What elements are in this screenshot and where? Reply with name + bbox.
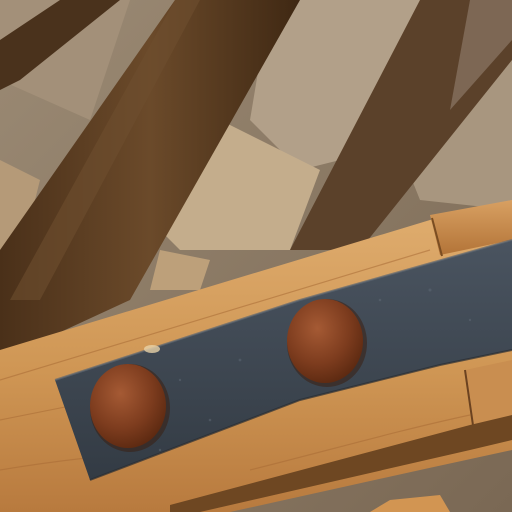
rivet-left [90, 364, 170, 452]
rivet-right [287, 299, 367, 387]
